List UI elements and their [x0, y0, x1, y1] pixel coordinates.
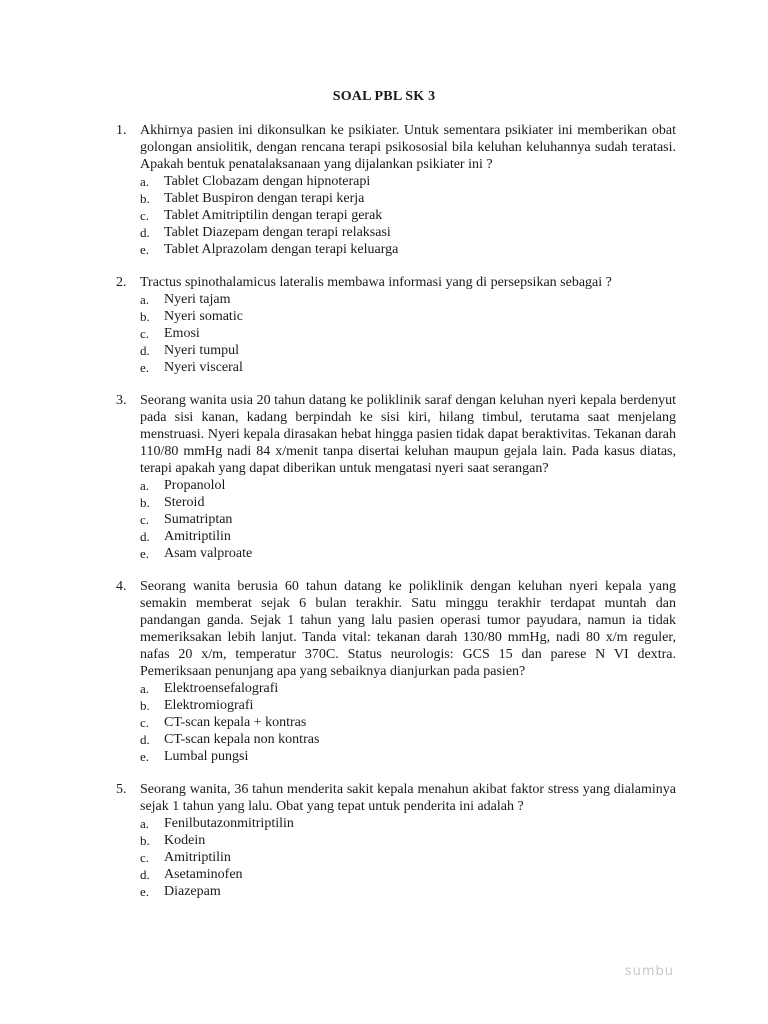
option-item	[140, 697, 676, 714]
question-item	[116, 122, 676, 258]
option-item	[140, 866, 676, 883]
option-item	[140, 528, 676, 545]
question-item	[116, 274, 676, 376]
option-text: Lumbal pungsi	[164, 749, 249, 764]
option-item	[140, 731, 676, 748]
option-item	[140, 325, 676, 342]
option-item	[140, 241, 676, 258]
option-text: Tablet Buspiron dengan terapi kerja	[164, 191, 365, 206]
option-text: CT-scan kepala non kontras	[164, 732, 320, 747]
option-letter: c.	[140, 208, 150, 223]
option-item	[140, 494, 676, 511]
option-text: Asetaminofen	[164, 867, 243, 882]
option-text: Steroid	[164, 495, 205, 510]
option-letter: d.	[140, 343, 150, 358]
option-text: Nyeri visceral	[164, 360, 243, 375]
option-text: Kodein	[164, 833, 206, 848]
option-item	[140, 308, 676, 325]
option-text: Nyeri tumpul	[164, 343, 240, 358]
option-item	[140, 545, 676, 562]
question-text: Seorang wanita berusia 60 tahun datang ke poliklinik dengan keluhan nyeri kepala yang semakin memberat sejak 6 bulan terakhir. Satu minggu terakhir terdapat muntah dan pandangan ganda. Sejak 1 tahun yang lalu pasien operasi tumor payudara, namun ia tidak memeriksakan lebih lanjut. Tanda vital: tekanan darah 130/80 mmHg, nadi 80 x/m reguler, nafas 20 x/m, temperatur 370C. Status neurologis: GCS 15 dan parese N VI dextra. Pemeriksaan penunjang apa yang sebaiknya dianjurkan pada pasien?	[140, 579, 676, 679]
option-item	[140, 190, 676, 207]
question-text: Seorang wanita usia 20 tahun datang ke poliklinik saraf dengan keluhan nyeri kepala berdenyut pada sisi kanan, kadang berpindah ke sisi kiri, hilang timbul, terutama saat menjelang menstruasi. Nyeri kepala dirasakan hebat hingga pasien tidak dapat beraktivitas. Tekanan darah 110/80 mmHg nadi 84 x/menit tanpa disertai keluhan maupun gejala lain. Pada kasus diatas, terapi apakah yang dapat diberikan untuk mengatasi nyeri saat serangan?	[140, 393, 676, 476]
option-text: Amitriptilin	[164, 529, 231, 544]
question-item	[116, 781, 676, 900]
option-item	[140, 477, 676, 494]
option-letter: b.	[140, 698, 150, 713]
question-number: 2.	[116, 275, 127, 290]
question-number: 1.	[116, 123, 127, 138]
question-item	[116, 578, 676, 765]
question-number: 3.	[116, 393, 127, 408]
option-letter: e.	[140, 749, 150, 764]
option-text: Nyeri tajam	[164, 292, 231, 307]
question-text: Akhirnya pasien ini dikonsulkan ke psikiater. Untuk sementara psikiater ini memberikan obat golongan ansiolitik, dengan rencana terapi psikososial bila keluhan keluhannya sudah teratasi. Apakah bentuk penatalaksanaan yang dijalankan psikiater ini ?	[140, 123, 676, 172]
option-text: Elektroensefalografi	[164, 681, 279, 696]
page-title: SOAL PBL SK 3	[332, 89, 436, 104]
option-item	[140, 748, 676, 765]
option-item	[140, 883, 676, 900]
option-item	[140, 511, 676, 528]
option-text: Propanolol	[164, 478, 226, 493]
option-letter: d.	[140, 732, 150, 747]
question-list	[116, 122, 676, 916]
option-item	[140, 224, 676, 241]
option-letter: e.	[140, 242, 150, 257]
option-letter: c.	[140, 715, 150, 730]
option-item	[140, 849, 676, 866]
option-letter: b.	[140, 309, 150, 324]
option-item	[140, 342, 676, 359]
option-item	[140, 359, 676, 376]
option-letter: b.	[140, 495, 150, 510]
option-letter: a.	[140, 681, 150, 696]
option-list	[140, 291, 676, 376]
option-text: Sumatriptan	[164, 512, 233, 527]
question-number: 5.	[116, 782, 127, 797]
option-letter: c.	[140, 850, 150, 865]
option-text: Tablet Amitriptilin dengan terapi gerak	[164, 208, 383, 223]
option-letter: a.	[140, 174, 150, 189]
option-item	[140, 173, 676, 190]
option-text: Fenilbutazonmitriptilin	[164, 816, 294, 831]
option-letter: a.	[140, 478, 150, 493]
option-letter: c.	[140, 512, 150, 527]
option-item	[140, 291, 676, 308]
option-letter: e.	[140, 360, 150, 375]
option-text: Elektromiografi	[164, 698, 254, 713]
option-text: Nyeri somatic	[164, 309, 243, 324]
option-item	[140, 815, 676, 832]
option-text: Diazepam	[164, 884, 221, 899]
option-letter: e.	[140, 546, 150, 561]
option-letter: e.	[140, 884, 150, 899]
option-letter: a.	[140, 292, 150, 307]
option-text: Tablet Diazepam dengan terapi relaksasi	[164, 225, 391, 240]
question-item	[116, 392, 676, 562]
option-letter: b.	[140, 833, 150, 848]
option-text: CT-scan kepala + kontras	[164, 715, 307, 730]
option-text: Asam valproate	[164, 546, 253, 561]
option-letter: d.	[140, 529, 150, 544]
question-text: Tractus spinothalamicus lateralis membawa informasi yang di persepsikan sebagai ?	[140, 275, 612, 290]
option-text: Tablet Alprazolam dengan terapi keluarga	[164, 242, 399, 257]
option-item	[140, 832, 676, 849]
question-text: Seorang wanita, 36 tahun menderita sakit kepala menahun akibat faktor stress yang dialaminya sejak 1 tahun yang lalu. Obat yang tepat untuk penderita ini adalah ?	[140, 782, 676, 814]
option-letter: c.	[140, 326, 150, 341]
option-list	[140, 680, 676, 765]
option-letter: d.	[140, 867, 150, 882]
option-list	[140, 173, 676, 258]
option-letter: b.	[140, 191, 150, 206]
option-text: Amitriptilin	[164, 850, 231, 865]
watermark: sumbu	[624, 964, 674, 979]
option-text: Emosi	[164, 326, 200, 341]
option-text: Tablet Clobazam dengan hipnoterapi	[164, 174, 371, 189]
option-list	[140, 815, 676, 900]
option-item	[140, 680, 676, 697]
option-letter: d.	[140, 225, 150, 240]
option-letter: a.	[140, 816, 150, 831]
option-item	[140, 207, 676, 224]
question-number: 4.	[116, 579, 127, 594]
option-item	[140, 714, 676, 731]
option-list	[140, 477, 676, 562]
